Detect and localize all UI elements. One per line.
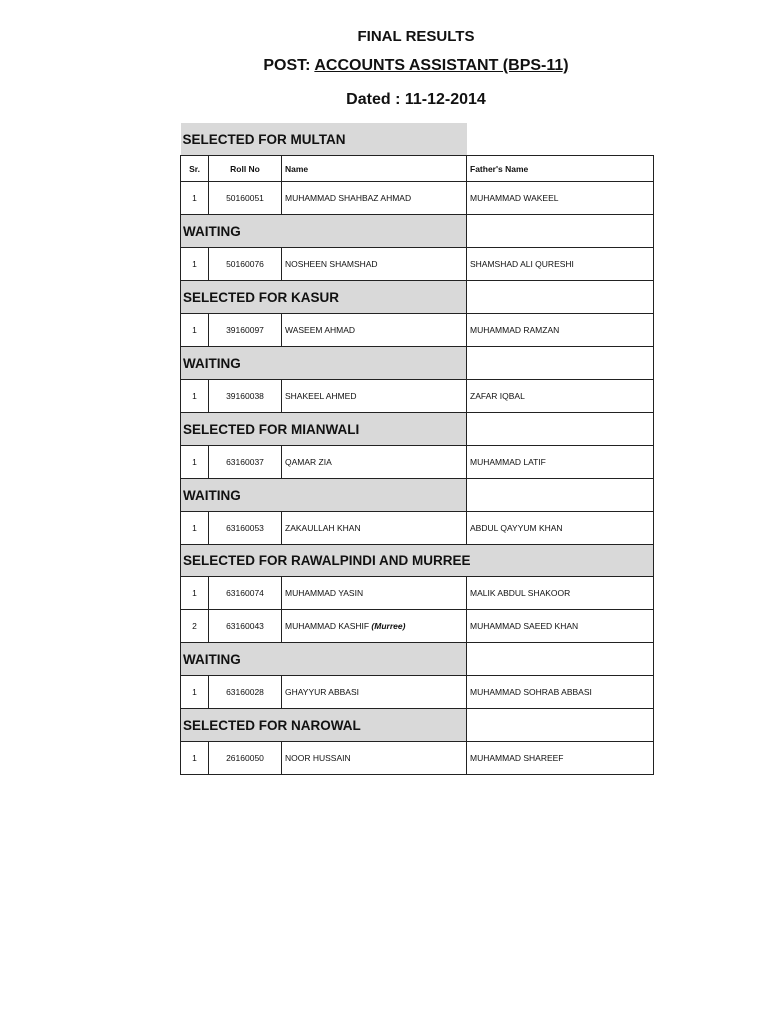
- cell-roll-no: 63160074: [209, 577, 282, 610]
- column-header-row: [181, 156, 654, 182]
- section-heading-blank: [467, 347, 654, 380]
- table-row: [181, 446, 654, 479]
- candidate-name: MUHAMMAD KASHIF: [285, 621, 372, 631]
- table-row: [181, 248, 654, 281]
- candidate-name: WASEEM AHMAD: [285, 325, 356, 335]
- post-heading: [0, 57, 768, 75]
- cell-roll-no: 50160051: [209, 182, 282, 215]
- section-heading: SELECTED FOR MIANWALI: [181, 413, 467, 446]
- cell-name: [282, 512, 467, 545]
- cell-sr: 1: [181, 182, 209, 215]
- section-heading: SELECTED FOR NAROWAL: [181, 709, 467, 742]
- cell-father-name: MALIK ABDUL SHAKOOR: [467, 577, 654, 610]
- cell-roll-no: 26160050: [209, 742, 282, 775]
- section-heading-blank: [467, 215, 654, 248]
- cell-sr: 1: [181, 314, 209, 347]
- cell-name: [282, 182, 467, 215]
- candidate-name: MUHAMMAD SHAHBAZ AHMAD: [285, 193, 412, 203]
- section-heading: SELECTED FOR MULTAN: [181, 123, 467, 156]
- cell-sr: 1: [181, 248, 209, 281]
- cell-father-name: MUHAMMAD SOHRAB ABBASI: [467, 676, 654, 709]
- cell-roll-no: 50160076: [209, 248, 282, 281]
- cell-sr: 1: [181, 512, 209, 545]
- cell-name: [282, 676, 467, 709]
- cell-roll-no: 63160043: [209, 610, 282, 643]
- table-row: [181, 577, 654, 610]
- cell-roll-no: 39160097: [209, 314, 282, 347]
- date-line: Dated : 11-12-2014: [346, 91, 486, 108]
- cell-sr: 2: [181, 610, 209, 643]
- section-heading-blank: [467, 479, 654, 512]
- section-heading-row: [181, 281, 654, 314]
- cell-father-name: MUHAMMAD SAEED KHAN: [467, 610, 654, 643]
- section-heading-blank: [467, 709, 654, 742]
- candidate-name: QAMAR ZIA: [285, 457, 332, 467]
- cell-father-name: MUHAMMAD WAKEEL: [467, 182, 654, 215]
- table-row: [181, 676, 654, 709]
- section-heading-row: [181, 123, 654, 156]
- cell-sr: 1: [181, 742, 209, 775]
- cell-name: [282, 577, 467, 610]
- cell-roll-no: 63160053: [209, 512, 282, 545]
- section-heading-row: [181, 347, 654, 380]
- results-table-body: [181, 123, 654, 775]
- document-title: FINAL RESULTS: [357, 28, 475, 45]
- cell-sr: 1: [181, 676, 209, 709]
- section-heading: WAITING: [181, 215, 467, 248]
- section-heading-row: [181, 643, 654, 676]
- cell-name: [282, 610, 467, 643]
- cell-name: [282, 314, 467, 347]
- candidate-name: ZAKAULLAH KHAN: [285, 523, 361, 533]
- candidate-name: MUHAMMAD YASIN: [285, 588, 364, 598]
- cell-roll-no: 63160028: [209, 676, 282, 709]
- cell-father-name: MUHAMMAD LATIF: [467, 446, 654, 479]
- post-label: POST:: [263, 57, 311, 74]
- table-row: [181, 182, 654, 215]
- cell-name: [282, 446, 467, 479]
- section-heading-blank: [467, 281, 654, 314]
- candidate-name: NOSHEEN SHAMSHAD: [285, 259, 378, 269]
- section-heading-row: [181, 545, 654, 577]
- cell-name: [282, 248, 467, 281]
- section-heading-row: [181, 215, 654, 248]
- results-table: [180, 123, 654, 775]
- section-heading: WAITING: [181, 479, 467, 512]
- section-heading-blank: [467, 413, 654, 446]
- cell-roll-no: 63160037: [209, 446, 282, 479]
- cell-father-name: MUHAMMAD SHAREEF: [467, 742, 654, 775]
- cell-sr: 1: [181, 446, 209, 479]
- section-heading: SELECTED FOR KASUR: [181, 281, 467, 314]
- section-heading-row: [181, 479, 654, 512]
- cell-sr: 1: [181, 380, 209, 413]
- section-heading-blank: [467, 643, 654, 676]
- section-heading-row: [181, 709, 654, 742]
- section-heading-blank: [467, 123, 654, 156]
- candidate-name: SHAKEEL AHMED: [285, 391, 357, 401]
- section-heading: WAITING: [181, 643, 467, 676]
- table-row: [181, 512, 654, 545]
- table-row: [181, 610, 654, 643]
- candidate-name: NOOR HUSSAIN: [285, 753, 351, 763]
- cell-father-name: ZAFAR IQBAL: [467, 380, 654, 413]
- post-name: ACCOUNTS ASSISTANT (BPS-11): [314, 57, 569, 74]
- cell-name: [282, 742, 467, 775]
- cell-name: [282, 380, 467, 413]
- cell-father-name: SHAMSHAD ALI QURESHI: [467, 248, 654, 281]
- cell-father-name: ABDUL QAYYUM KHAN: [467, 512, 654, 545]
- section-heading: WAITING: [181, 347, 467, 380]
- table-row: [181, 380, 654, 413]
- cell-roll-no: 39160038: [209, 380, 282, 413]
- col-header-father-name: Father's Name: [467, 156, 654, 182]
- table-row: [181, 742, 654, 775]
- col-header-roll-no: Roll No: [209, 156, 282, 182]
- section-heading: SELECTED FOR RAWALPINDI AND MURREE: [181, 545, 654, 577]
- col-header-name: Name: [282, 156, 467, 182]
- candidate-name: GHAYYUR ABBASI: [285, 687, 360, 697]
- candidate-note: (Murree): [371, 621, 406, 631]
- table-row: [181, 314, 654, 347]
- cell-sr: 1: [181, 577, 209, 610]
- col-header-sr: Sr.: [181, 156, 209, 182]
- section-heading-row: [181, 413, 654, 446]
- cell-father-name: MUHAMMAD RAMZAN: [467, 314, 654, 347]
